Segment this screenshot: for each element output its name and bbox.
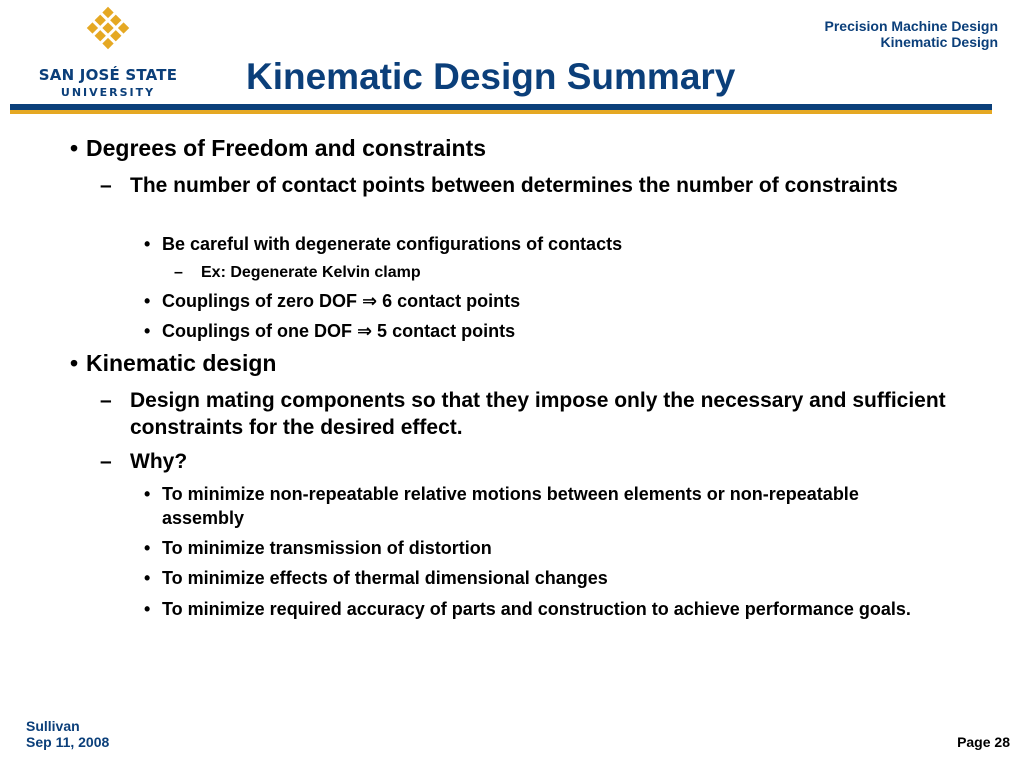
bullet-text: Degrees of Freedom and constraints <box>86 135 487 161</box>
bullet-item: • To minimize effects of thermal dimensional changes <box>144 566 944 590</box>
university-logo <box>28 6 188 102</box>
logo-wordmark: SAN JOSÉ STATE <box>38 66 178 84</box>
course-topic: Kinematic Design <box>880 34 998 50</box>
bullet-item: – The number of contact points between determines the number of constraints <box>100 172 960 199</box>
bullet-text: Couplings of one DOF ⇒ 5 contact points <box>162 321 516 341</box>
bullet-text: Ex: Degenerate Kelvin clamp <box>201 264 421 281</box>
bullet-text: To minimize non-repeatable relative motions between elements or non-repeatable assembly <box>162 484 859 528</box>
bullet-item: – Why? <box>100 448 960 475</box>
author-name: Sullivan <box>26 718 80 734</box>
footer-info <box>26 718 109 750</box>
diamond-lattice-icon <box>86 6 130 50</box>
bullet-item: • Be careful with degenerate configurations of contacts <box>144 232 944 256</box>
bullet-text: The number of contact points between determines the number of constraints <box>130 174 898 197</box>
page-number: Page 28 <box>957 734 1010 750</box>
bullet-item: • Couplings of one DOF ⇒ 5 contact points <box>144 319 944 343</box>
bullet-text: Design mating components so that they impose only the necessary and sufficient constraints for the desired effect. <box>130 389 946 439</box>
bullet-text: To minimize effects of thermal dimensional changes <box>162 568 608 588</box>
bullet-item: • Kinematic design <box>70 350 970 377</box>
bullet-text: Why? <box>130 450 188 473</box>
bullet-item: • To minimize non-repeatable relative motions between elements or non-repeatable assembly <box>144 482 944 530</box>
course-name: Precision Machine Design <box>824 18 998 34</box>
course-header <box>825 18 999 50</box>
bullet-item: • To minimize transmission of distortion <box>144 536 944 560</box>
bullet-text: To minimize required accuracy of parts and construction to achieve performance goals. <box>162 599 911 619</box>
logo-subtitle: UNIVERSITY <box>60 86 156 99</box>
bullet-text: Kinematic design <box>86 350 277 376</box>
title-divider-accent <box>10 110 992 114</box>
bullet-text: Couplings of zero DOF ⇒ 6 contact points <box>162 291 521 311</box>
bullet-item: • Couplings of zero DOF ⇒ 6 contact points <box>144 289 944 313</box>
bullet-item: • Degrees of Freedom and constraints <box>70 135 970 162</box>
bullet-item: • To minimize required accuracy of parts and construction to achieve performance goals. <box>144 597 944 621</box>
slide-title: Kinematic Design Summary <box>246 56 736 97</box>
bullet-item: – Ex: Degenerate Kelvin clamp <box>174 263 874 283</box>
bullet-text: To minimize transmission of distortion <box>162 538 492 558</box>
bullet-text: Be careful with degenerate configurations of contacts <box>162 234 623 254</box>
bullet-item: – Design mating components so that they impose only the necessary and sufficient constraints for the desired effect. <box>100 387 960 441</box>
presentation-date: Sep 11, 2008 <box>26 734 110 750</box>
